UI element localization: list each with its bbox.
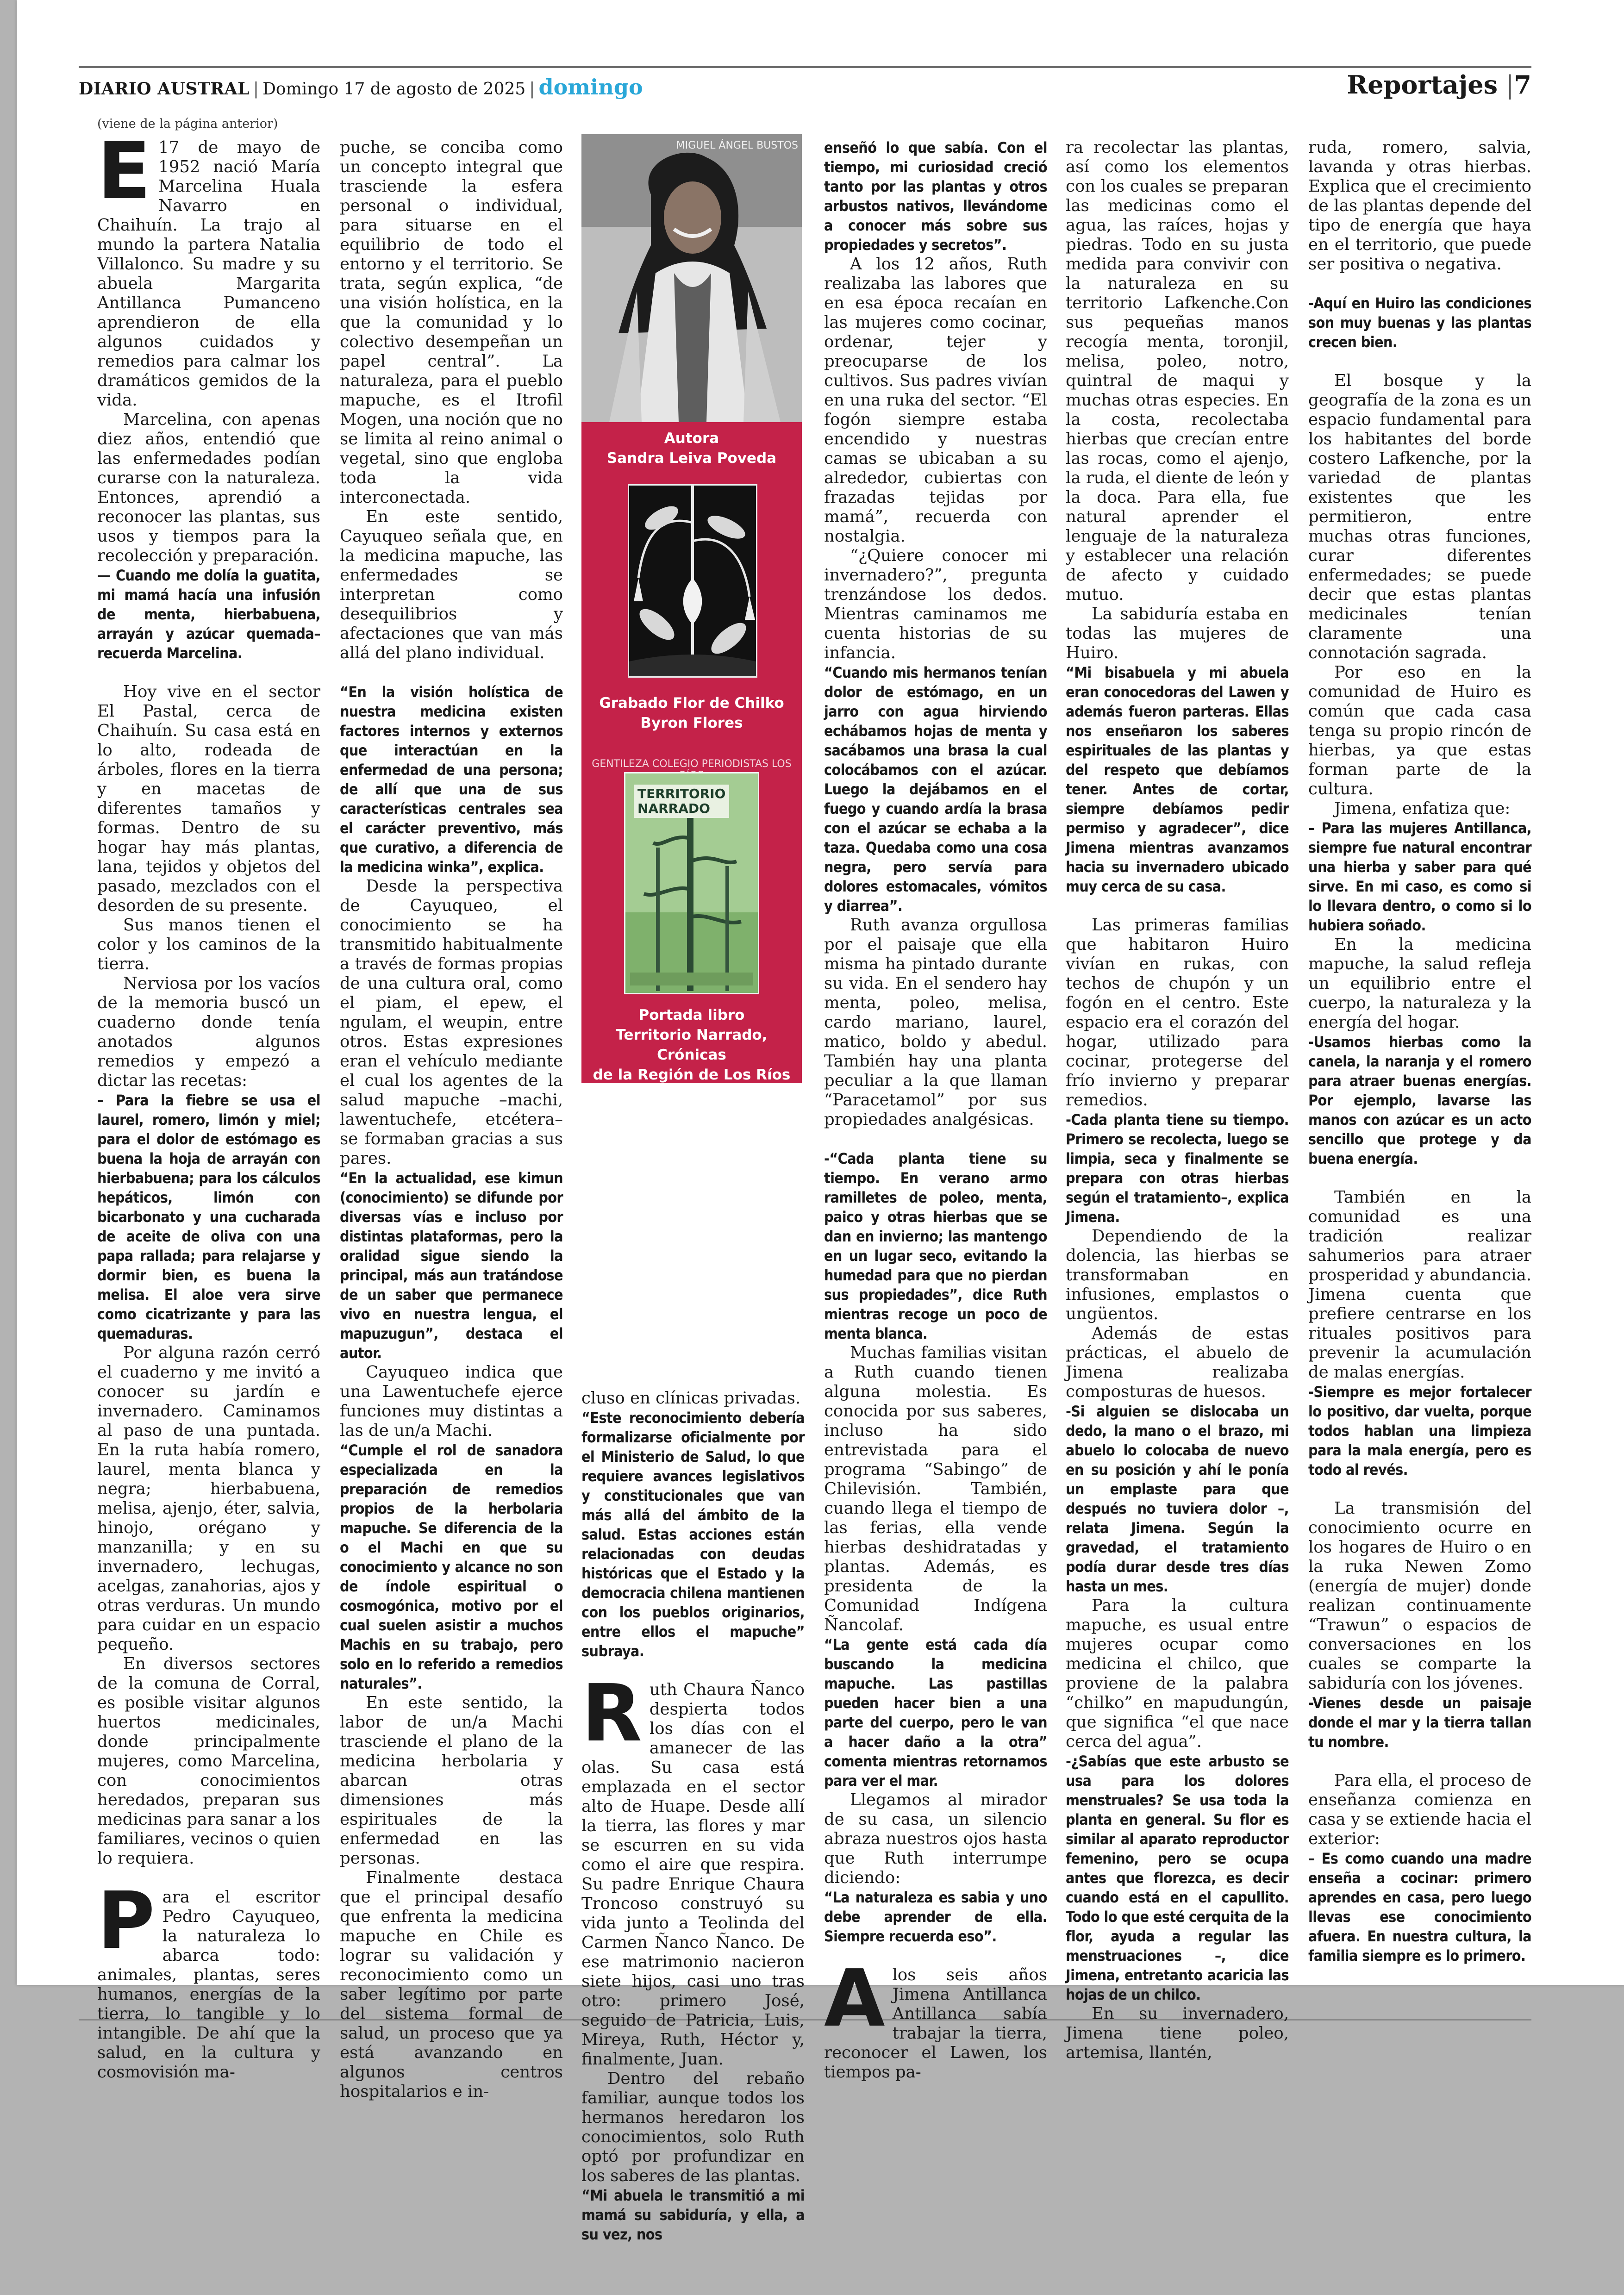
paragraph: Dependiendo de la dolencia, las hierbas se transformaban en infusiones, emplastos o ungüentos.	[1066, 1227, 1289, 1323]
paragraph: Finalmente destaca que el principal desafío que enfrenta la medicina mapuche en Chile es lograr su validación y reconocimiento como un saber legítimo por parte del sistema formal de salud, un proceso que ya está avanzando en algunos centros hospitalarios e in-	[340, 1868, 563, 2101]
paragraph: La transmisión del conocimiento ocurre en los hogares de Huiro o en la ruka Newen Zomo (energía de mujer) donde realizan continuamente “Trawun” o espacios de conversaciones en los cuales se comparte la sabiduría con los jóvenes.	[1308, 1499, 1531, 1693]
paragraph: Jimena, enfatiza que:	[1334, 799, 1511, 818]
author-photo	[581, 134, 802, 422]
paragraph: Muchas familias visitan a Ruth cuando tienen alguna molestia. Es conocida por sus saberes, incluso ha sido entrevistada para el programa “Sabingo” de Chilevisión. También, cuando llega el tiempo de las ferias, ella vende hierbas deshidratadas y plantas. Además, es presidenta de la Comunidad Indígena Ñancolaf.	[824, 1343, 1047, 1634]
drop-cap: R	[581, 1668, 642, 1759]
quote: -¿Sabías que este arbusto se usa para los dolores menstruales? Se usa toda la planta en general. Su flor es similar al aparato reproductor femenino, pero se ocupa antes que florezca, es decir cuando está en el capullito. Todo lo que esté cerquita de la flor, ayuda a regular las menstruaciones –, dice Jimena, entretanto acaricia las hojas de un chilco.	[1066, 1752, 1289, 2003]
quote: – Es como cuando una madre enseña a cocinar: primero aprendes en casa, pero luego llevas ese conocimiento afuera. En nuestra cultura, la familia siempre es lo primero.	[1308, 1850, 1531, 1964]
quote: -“Cada planta tiene su tiempo. En verano armo ramilletes de poleo, menta, paico y otras hierbas que se dan en invierno; las mantengo en un lugar seco, evitando la humedad para que no pierdan sus propiedades”, dice Ruth mientras recoge un poco de menta blanca.	[824, 1150, 1047, 1342]
paragraph: Llegamos al mirador de su casa, un silencio abraza nuestros ojos hasta que Ruth interrumpe diciendo:	[824, 1790, 1047, 1887]
quote: — Cuando me dolía la guatita, mi mamá hacía una infusión de menta, hierbabuena, arrayán y azúcar quemada– recuerda Marcelina.	[97, 567, 320, 662]
paragraph: Alos seis años Jimena Antillanca Antillanca sabía trabajar la tierra, reconocer el Lawen, los tiempos pa-	[824, 1953, 1047, 2082]
page-header	[79, 66, 1531, 100]
article-column-6	[1308, 138, 1531, 1965]
drop-cap: A	[824, 1953, 885, 2045]
paragraph: Para la cultura mapuche, es usual entre mujeres ocupar como medicina el chilco, que proviene de la palabra “chilko” en mapudungún, que significa “el que nace cerca del agua”.	[1066, 1596, 1289, 1751]
author-portrait-image	[581, 134, 802, 422]
quote: – Para las mujeres Antillanca, siempre fue natural encontrar una hierba y saber para qué sirve. En mi caso, es como si lo llevara dentro, o como si lo hubiera soñado.	[1308, 819, 1531, 934]
caption-book: Portada libro Territorio Narrado, Crónicas de la Región de Los Ríos	[593, 1007, 791, 1083]
paragraph: En la medicina mapuche, la salud refleja un equilibrio entre el cuerpo, la naturaleza y la energía del hogar.	[1308, 935, 1531, 1032]
paragraph: Ruth Chaura Ñanco despierta todos los días con el amanecer de las olas. Su casa está emplazada en el sector alto de Huape. Desde allí la tierra, las flores y mar se escurren en su vida como el aire que respira. Su padre Enrique Chaura Troncoso construyó su vida junto a Teolinda del Carmen Ñanco Ñanco. De ese matrimonio nacieron siete hijos, casi uno tras otro: primero José, seguido de Patricia, Luis, Mireya, Ruth, Héctor y, finalmente, Juan.	[581, 1668, 805, 2069]
paragraph: ruda, romero, salvia, lavanda y otras hierbas. Explica que el crecimiento de las plantas depende del tipo de energía que haya en el territorio, que puede ser positiva o negativa.	[1308, 138, 1531, 274]
paragraph: Para el escritor Pedro Cayuqueo, la naturaleza lo abarca todo: animales, plantas, seres humanos, energías de la tierra, lo tangible y lo intangible. De ahí que la salud, en la cultura y cosmovisión ma-	[97, 1875, 320, 2082]
paper-name: DIARIO AUSTRAL	[79, 79, 250, 99]
paragraph: Marcelina, con apenas diez años, entendió que las enfermedades podían curarse con la naturaleza. Entonces, aprendió a reconocer las plantas, sus usos y tiempos para la recolección y preparación.	[97, 410, 320, 565]
paragraph: Desde la perspectiva de Cayuqueo, el conocimiento se ha transmitido habitualmente a través de formas propias de una cultura oral, como el piam, el epew, el ngulam, el weupin, entre otros. Estas expresiones eran el vehículo mediante el cual los agentes de la salud mapuche –machi, lawentuchefe, etcétera– se formaban gracias a sus pares.	[340, 877, 563, 1168]
quote: -Vienes desde un paisaje donde el mar y la tierra tallan tu nombre.	[1308, 1694, 1531, 1751]
section-title: Reportajes	[1347, 70, 1498, 100]
book-title: TERRITORIO NARRADO	[634, 785, 729, 818]
page-number: 7	[1514, 70, 1531, 100]
quote: “Cuando mis hermanos tenían dolor de estómago, en un jarro con agua hirviendo echábamos hojas de menta y sacábamos una brasa la cual colocábamos con el azúcar. Luego la dejábamos en el fuego y cuando ardía la brasa con el azúcar se echaba a la taza. Quedaba como una cosa negra, pero servía para dolores estomacales, vómitos y diarrea”.	[824, 664, 1047, 915]
paragraph: En su invernadero, Jimena tiene poleo, artemisa, llantén,	[1066, 2004, 1289, 2062]
book-cover-image	[624, 772, 759, 994]
photo-sidebar	[581, 134, 802, 1083]
paragraph: Ruth avanza orgullosa por el paisaje que ella misma ha pintado durante su vida. En el sendero hay menta, poleo, melisa, cardo mariano, laurel, matico, boldo y abedul. También hay una planta peculiar a la que llaman “Paracetamol” por sus propiedades analgésicas.	[824, 916, 1047, 1129]
paragraph: Para ella, el proceso de enseñanza comienza en casa y se extiende hacia el exterior:	[1308, 1771, 1531, 1848]
quote: enseñó lo que sabía. Con el tiempo, mi curiosidad creció tanto por las plantas y otros arbustos nativos, llevándome a conocer más sobre sus propiedades y secretos”.	[824, 139, 1047, 254]
quote: -Si alguien se dislocaba un dedo, la mano o el brazo, mi abuelo lo colocaba de nuevo en su posición y ahí le ponía un emplaste para que después no tuviera dolor –, relata Jimena. Según la gravedad, el tratamiento podía durar desde tres días hasta un mes.	[1066, 1403, 1289, 1595]
paragraph: puche, se conciba como un concepto integral que trasciende la esfera personal o individual, para situarse en el equilibrio de todo el entorno y el territorio. Se trata, según explica, “de una visión holística, en la que la comunidad y lo colectivo desempeñan un papel central”. La naturaleza, para el pueblo mapuche, es el Itrofil Mogen, una noción que no se limita al reino animal o vegetal, sino que engloba toda la vida interconectada.	[340, 138, 563, 507]
paragraph: Por alguna razón cerró el cuaderno y me invitó a conocer su jardín e invernadero. Caminamos al paso de una puntada. En la ruta había romero, laurel, menta blanca y negra; hierbabuena, melisa, ajenjo, éter, salvia, hinojo, orégano y manzanilla; y en su invernadero, lechugas, acelgas, zanahorias, ajos y otras verduras. Un mundo para cuidar en un espacio pequeño.	[97, 1343, 320, 1654]
paragraph: En este sentido, Cayuqueo señala que, en la medicina mapuche, las enfermedades se interpretan como desequilibrios y afectaciones que van más allá del plano individual.	[340, 507, 563, 662]
quote: -Aquí en Huiro las condiciones son muy buenas y las plantas crecen bien.	[1308, 294, 1531, 351]
article-column-1	[97, 125, 320, 2082]
quote: “Mi abuela le transmitió a mi mamá su sabiduría, y ella, a su vez, nos	[581, 2187, 805, 2243]
article-column-2	[340, 138, 563, 2102]
paragraph: Dentro del rebaño familiar, aunque todos los hermanos heredaron los conocimientos, solo Ruth optó por profundizar en los saberes de las plantas.	[581, 2069, 805, 2185]
paragraph: El bosque y la geografía de la zona es un espacio fundamental para los habitantes del borde costero Lafkenche, por la variedad de plantas existentes que les permitieron, entre muchas otras funciones, curar diferentes enfermedades; se puede decir que estas plantas medicinales tenían claramente una connotación sagrada.	[1308, 371, 1531, 662]
quote: “En la actualidad, ese kimun (conocimiento) se difunde por diversas vías e incluso por distintas plataformas, pero la oralidad sigue siendo la principal, más aun tratándose de un saber que permanece vivo en nuestra lengua, el mapuzugun”, destaca el autor.	[340, 1169, 563, 1362]
quote: “Cumple el rol de sanadora especializada en la preparación de remedios propios de la herbolaria mapuche. Se diferencia de la o el Machi en que su conocimiento y alcance no son de índole espiritual o cosmogónica, motivo por el cual suelen asistir a muchos Machis en su trabajo, pero solo en lo referido a remedios naturales”.	[340, 1441, 563, 1692]
engraving-image	[628, 484, 757, 678]
quote: “Este reconocimiento debería formalizarse oficialmente por el Ministerio de Salud, lo que requiere avances legislativos y constitucionales que van más allá del ámbito de la salud. Estas acciones están relacionadas con deudas históricas que el Estado y la democracia chilena mantienen con los pueblos originarios, entre ellos el mapuche” subraya.	[581, 1409, 805, 1660]
drop-cap: P	[97, 1875, 155, 1967]
article-column-3	[581, 1389, 805, 2244]
drop-cap: E	[97, 125, 151, 217]
paragraph: La sabiduría estaba en todas las mujeres de Huiro.	[1066, 605, 1289, 662]
paragraph: “¿Quiere conocer mi invernadero?”, pregunta trenzándose los dedos. Mientras caminamos me cuenta historias de su infancia.	[824, 546, 1047, 662]
section-name: domingo	[538, 75, 643, 100]
paragraph: En diversos sectores de la comuna de Corral, es posible visitar algunos huertos medicinales, donde principalmente mujeres, como Marcelina, con conocimientos heredados, preparan sus medicinas para sanar a los familiares, vecinos o quien lo requiera.	[97, 1654, 320, 1868]
paragraph: Además de estas prácticas, el abuelo de Jimena realizaba composturas de huesos.	[1066, 1324, 1289, 1401]
paragraph: En este sentido, la labor de un/a Machi trasciende el plano de la medicina herbolaria y abarcan otras dimensiones más espirituales de la enfermedad en las personas.	[340, 1693, 563, 1868]
quote: “La naturaleza es sabia y uno debe aprender de ella. Siempre recuerda eso”.	[824, 1889, 1047, 1945]
continued-note: (viene de la página anterior)	[97, 117, 278, 131]
header-section-right: Reportajes |7	[1347, 70, 1531, 100]
paragraph: cluso en clínicas privadas.	[581, 1389, 801, 1408]
quote: “En la visión holística de nuestra medicina existen factores internos y externos que interactúan en la enfermedad de una persona; de allí que una de sus características centrales sea el carácter preventivo, más que curativo, a diferencia de la medicina winka”, explica.	[340, 683, 563, 876]
quote: “La gente está cada día buscando la medicina mapuche. Las pastillas pueden hacer bien a una parte del cuerpo, pero le van a hacer daño a la otra” comenta mientras retornamos para ver el mar.	[824, 1636, 1047, 1790]
caption-engraving: Grabado Flor de Chilko Byron Flores	[599, 695, 784, 731]
article-column-4	[824, 138, 1047, 2082]
paragraph: Las primeras familias que habitaron Huiro vivían en rukas, con techos de chupón y un fogón en el centro. Este espacio era el corazón del hogar, utilizado para cocinar, protegerse del frío invierno y preparar remedios.	[1066, 916, 1289, 1110]
issue-date: Domingo 17 de agosto de 2025	[262, 80, 526, 99]
paragraph: ra recolectar las plantas, así como los elementos con los cuales se preparan las medicinas como el agua, las raíces, hojas y piedras. Todo en su justa medida para convivir con la naturaleza en su territorio Lafkenche.Con sus pequeñas manos recogía menta, toronjil, melisa, poleo, notro, quintral de maqui y muchas otras especies. En la costa, recolectaba hierbas que crecían entre las rocas, como el ajenjo, la ruda, el diente de león y la doca. Para ella, fue natural aprender el lenguaje de la naturaleza y establecer una relación de afecto y cuidado mutuo.	[1066, 138, 1289, 604]
chilko-flower-engraving	[629, 486, 756, 676]
paragraph: E 17 de mayo de 1952 nació María Marcelina Huala Navarro en Chaihuín. La trajo al mundo la partera Natalia Villalonco. Su madre y su abuela Margarita Antillanca Pumanceno aprendieron de ella algunos cuidados y remedios para calmar los dramáticos gemidos de la vida.	[97, 125, 320, 410]
quote: -Usamos hierbas como la canela, la naranja y el romero para atraer buenas energías. Por ejemplo, lavarse las manos con azúcar es un acto sencillo que protege y da buena energía.	[1308, 1033, 1531, 1167]
paragraph: Por eso en la comunidad de Huiro es común que cada casa tenga su propio rincón de hierbas, ya que estas forman parte de la cultura.	[1308, 663, 1531, 798]
quote: “Mi bisabuela y mi abuela eran conocedoras del Lawen y además fueron parteras. Ellas nos enseñaron los saberes espirituales de las plantas y del respeto que debíamos tener. Antes de cortar, siempre debíamos pedir permiso y agradecer”, dice Jimena mientras avanzamos hacia su invernadero ubicado muy cerca de su casa.	[1066, 664, 1289, 895]
quote: – Para la fiebre se usa el laurel, romero, limón y miel; para el dolor de estómago es buena la hoja de arrayán con hierbabuena; para los cálculos hepáticos, limón con bicarbonato y una cucharada de aceite de oliva con una papa rallada; para relajarse y dormir bien, es buena la melisa. El aloe vera sirve como cicatrizante y para las quemaduras.	[97, 1091, 320, 1342]
quote: -Siempre es mejor fortalecer lo positivo, dar vuelta, porque todos hablan una limpieza para la mala energía, pero es todo al revés.	[1308, 1383, 1531, 1478]
paragraph: A los 12 años, Ruth realizaba las labores que en esa época recaían en las mujeres como cocinar, ordenar, tejer y preocuparse de los cultivos. Sus padres vivían en una ruka del sector. “El fogón siempre estaba encendido y nuestras camas se ubicaban a su alrededor, cubiertas con frazadas tejidas por mamá”, recuerda con nostalgia.	[824, 255, 1047, 546]
header-masthead: DIARIO AUSTRAL | Domingo 17 de agosto de 2025 | domingo	[79, 75, 643, 100]
paragraph: Hoy vive en el sector El Pastal, cerca de Chaihuín. Su casa está en lo alto, rodeada de árboles, flores en la tierra y en macetas de diferentes tamaños y formas. Dentro de su hogar hay más plantas, lana, tejidos y objetos del pasado, mezclados con el desorden de su presente.	[97, 682, 320, 915]
paragraph: También en la comunidad es una tradición realizar sahumerios para atraer prosperidad y abundancia. Jimena cuenta que prefiere centrarse en los rituales positivos para prevenir la acumulación de malas energías.	[1308, 1188, 1531, 1382]
image-credit: GENTILEZA COLEGIO PERIODISTAS LOS	[592, 758, 792, 770]
caption-author: Autora Sandra Leiva Poveda	[606, 430, 777, 467]
article-column-5	[1066, 138, 1289, 2063]
paragraph: Cayuqueo indica que una Lawentuchefe ejerce funciones muy distintas a las de un/a Machi.	[340, 1363, 563, 1440]
photo-credit: MIGUEL ÁNGEL BUSTOS	[676, 140, 798, 151]
paragraph: Sus manos tienen el color y los caminos de la tierra.	[97, 916, 320, 973]
paragraph: Nerviosa por los vacíos de la memoria buscó un cuaderno donde tenía anotados algunos remedios y empezó a dictar las recetas:	[97, 974, 320, 1090]
quote: -Cada planta tiene su tiempo. Primero se recolecta, luego se limpia, seca y finalmente se prepara con otras hierbas según el tratamiento–, explica Jimena.	[1066, 1111, 1289, 1226]
